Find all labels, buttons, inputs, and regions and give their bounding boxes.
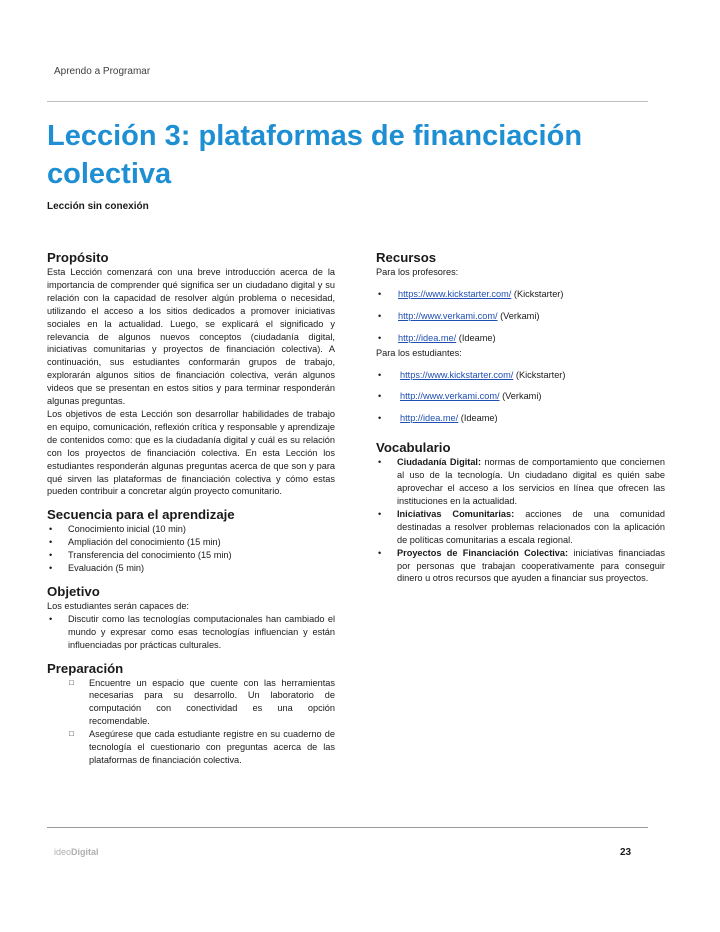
list-item: • Transferencia del conocimiento (15 min) <box>47 549 335 562</box>
preparacion-list <box>47 677 335 767</box>
right-column <box>376 249 665 585</box>
recursos-profesores-label: Para los profesores: <box>376 267 459 277</box>
list-item <box>376 288 665 301</box>
ideame-link[interactable]: http://idea.me/ <box>400 413 459 424</box>
secuencia-heading: Secuencia para el aprendizaje <box>47 507 235 523</box>
left-column <box>47 249 335 767</box>
vocab-definition: normas de comportamiento que conciernen al uso de la tecnología. Un ciudadano digital es quién sabe aprovechar el acceso a los servicios en línea que ofrecen las instituciones en la actualidad. <box>397 457 665 506</box>
objetivo-list <box>47 613 335 652</box>
list-item: □ Encuentre un espacio que cuente con las herramientas necesarias para su desarrollo. Un laboratorio de computación con conectividad es una opción recomendable. <box>47 677 335 729</box>
page-number: 23 <box>620 847 632 858</box>
lesson-title: Lección 3: plataformas de financiación colectiva <box>47 120 583 190</box>
list-item: • Conocimiento inicial (10 min) <box>47 523 335 536</box>
vocab-term: Proyectos de Financiación Colectiva: <box>397 547 569 558</box>
ideame-link[interactable]: http://idea.me/ <box>398 332 457 343</box>
footer-brand-logo <box>54 847 99 857</box>
list-item: □ Asegúrese que cada estudiante registre en su cuaderno de tecnología el cuestionario con preguntas acerca de las plataformas de financiación colectiva. <box>47 728 335 767</box>
vocab-item <box>376 456 665 508</box>
link-site-name: (Kickstarter) <box>515 369 566 380</box>
vocab-definition: iniciativas financiadas por personas que trabajan cooperativamente para conseguir dinero u otros recursos que ayuden a financiar sus proyectos. <box>397 547 665 584</box>
lesson-subtitle: Lección sin conexión <box>47 201 149 212</box>
recursos-heading: Recursos <box>376 250 437 265</box>
verkami-link[interactable]: http://www.verkami.com/ <box>398 310 498 321</box>
vocabulario-list <box>376 456 665 585</box>
link-site-name: (Kickstarter) <box>513 288 564 299</box>
proposito-heading: Propósito <box>47 250 109 265</box>
brand-bold: Digital <box>71 847 99 857</box>
brand-light: ideo <box>54 847 72 857</box>
link-site-name: (Ideame) <box>460 413 498 424</box>
vocab-term: Iniciativas Comunitarias: <box>397 508 515 519</box>
proposito-section <box>47 249 335 498</box>
proposito-paragraph: Esta Lección comenzará con una breve introducción acerca de la importancia de comprender qué significa ser un ciudadano digital y su relación con la capacidad de resolver algún problema o necesidad, utilizando el acceso a los sitios dedicados a promover iniciativas sociales en la actualidad. Luego, se explicará el significado y relevancia de algunos nuevos conceptos (ciudadanía digital, iniciativas comunitarias y proyectos de financiación colectiva). A continuación, sus estudiantes conformarán grupos de trabajo, explorarán algunos sitios de financiación colectiva, verán algunos videos que se presentan en estos sitios y para terminar responderán algunas preguntas. <box>47 267 335 407</box>
link-site-name: (Verkami) <box>500 310 540 321</box>
list-item <box>376 390 665 403</box>
vocabulario-section <box>376 439 665 585</box>
recursos-section <box>376 249 665 425</box>
objetivo-intro: Los estudiantes serán capaces de: <box>47 600 189 611</box>
verkami-link[interactable]: http://www.verkami.com/ <box>400 391 500 402</box>
secuencia-list <box>47 523 335 575</box>
vocab-term: Ciudadanía Digital: <box>397 457 482 468</box>
vocab-item <box>376 508 665 547</box>
list-item: • Evaluación (5 min) <box>47 562 335 575</box>
link-site-name: (Verkami) <box>502 391 542 402</box>
list-item <box>376 310 665 323</box>
recursos-estudiantes-list <box>376 369 665 426</box>
list-item: • Discutir como las tecnologías computacionales han cambiado el mundo y expresar como esas tecnologías influencian y están influenciadas por prácticas culturales. <box>47 613 335 652</box>
list-item: • Ampliación del conocimiento (15 min) <box>47 536 335 549</box>
objetivo-heading: Objetivo <box>47 583 100 599</box>
list-item <box>376 332 665 345</box>
list-item <box>376 412 665 425</box>
link-site-name: (Ideame) <box>458 332 496 343</box>
preparacion-heading: Preparación <box>47 660 124 676</box>
objetivo-section <box>47 583 335 652</box>
list-item <box>376 369 665 382</box>
proposito-paragraph: Los objetivos de esta Lección son desarrollar habilidades de trabajo en equipo, comunicación, reflexión crítica y responsable y aprendizaje de contenidos como: que es la ciudadanía digital y cuál es su relación con los proyectos de financiación colectiva. En esta Lección los estudiantes responderán algunas preguntas acerca de que son y para qué sirven las plataformas de financiación colectiva y cómo estas pueden contribuir a concretar algún proyecto comunitario. <box>47 408 335 497</box>
secuencia-section <box>47 506 335 575</box>
kickstarter-link[interactable]: https://www.kickstarter.com/ <box>398 288 512 299</box>
vocabulario-heading: Vocabulario <box>376 440 451 456</box>
vocab-definition: acciones de una comunidad destinadas a resolver problemas relacionados con la aplicación de políticas comunitarias a escala regional. <box>397 508 665 545</box>
kickstarter-link[interactable]: https://www.kickstarter.com/ <box>400 369 514 380</box>
vocab-item <box>376 547 665 586</box>
recursos-profesores-list <box>376 288 665 345</box>
recursos-estudiantes-label: Para los estudiantes: <box>376 347 462 358</box>
footer-divider <box>47 827 648 828</box>
running-header: Aprendo a Programar <box>54 66 151 77</box>
preparacion-section <box>47 660 335 767</box>
header-divider <box>47 101 648 102</box>
